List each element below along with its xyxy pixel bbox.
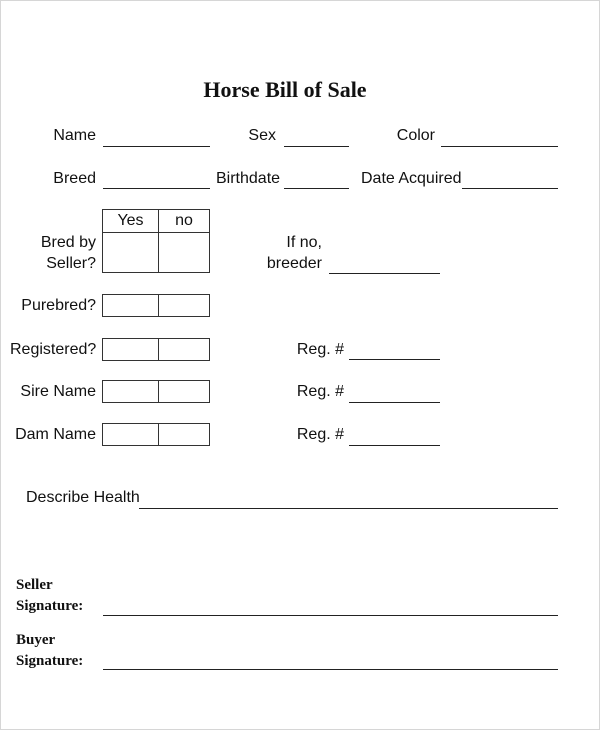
seller-line1: Seller xyxy=(16,577,53,593)
sex-field[interactable] xyxy=(284,146,349,147)
registered-yes-cell[interactable] xyxy=(103,339,158,360)
date-acquired-label: Date Acquired xyxy=(361,170,462,187)
registered-reg-field[interactable] xyxy=(349,359,440,360)
purebred-label: Purebred? xyxy=(21,297,96,314)
sire-cell-1[interactable] xyxy=(103,381,158,402)
name-field[interactable] xyxy=(103,146,210,147)
sire-name-label: Sire Name xyxy=(20,383,96,400)
color-label: Color xyxy=(396,127,435,144)
dam-name-label: Dam Name xyxy=(15,426,96,443)
breeder-field[interactable] xyxy=(329,273,440,274)
buyer-line2: Signature: xyxy=(16,653,84,669)
sire-reg-label: Reg. # xyxy=(296,383,344,400)
describe-health-field[interactable] xyxy=(139,508,558,509)
if-no-breeder-label xyxy=(250,232,322,274)
sire-reg-field[interactable] xyxy=(349,402,440,403)
registered-no-cell[interactable] xyxy=(159,339,209,360)
sire-cell-2[interactable] xyxy=(159,381,209,402)
dam-cell-1[interactable] xyxy=(103,424,158,445)
purebred-grid xyxy=(102,294,210,317)
bred-yes-cell[interactable] xyxy=(103,233,158,272)
buyer-line1: Buyer xyxy=(16,632,56,648)
bred-by-seller-label xyxy=(10,232,96,274)
seller-signature-field[interactable] xyxy=(103,615,558,616)
yes-column-header: Yes xyxy=(117,212,144,229)
dam-reg-field[interactable] xyxy=(349,445,440,446)
breed-label: Breed xyxy=(53,170,96,187)
no-column-header: no xyxy=(175,212,193,229)
form-title: Horse Bill of Sale xyxy=(203,77,367,102)
registered-reg-label: Reg. # xyxy=(296,341,344,358)
breed-field[interactable] xyxy=(103,188,210,189)
sex-label: Sex xyxy=(248,127,276,144)
purebred-yes-cell[interactable] xyxy=(103,295,158,316)
dam-grid xyxy=(102,423,210,446)
seller-line2: Signature: xyxy=(16,598,84,614)
buyer-signature-field[interactable] xyxy=(103,669,558,670)
describe-health-label: Describe Health xyxy=(26,489,140,506)
if-no-line2: breeder xyxy=(266,255,322,272)
birthdate-field[interactable] xyxy=(284,188,349,189)
dam-cell-2[interactable] xyxy=(159,424,209,445)
dam-reg-label: Reg. # xyxy=(296,426,344,443)
if-no-line1: If no, xyxy=(286,234,322,251)
purebred-no-cell[interactable] xyxy=(159,295,209,316)
birthdate-label: Birthdate xyxy=(216,170,281,187)
buyer-signature-label xyxy=(16,630,83,672)
registered-grid xyxy=(102,338,210,361)
sire-grid xyxy=(102,380,210,403)
bred-by-line1: Bred by xyxy=(40,234,96,251)
bred-by-line2: Seller? xyxy=(46,255,96,272)
registered-label: Registered? xyxy=(10,341,97,358)
seller-signature-label xyxy=(16,575,83,617)
bred-by-seller-grid xyxy=(102,209,210,273)
name-label: Name xyxy=(53,127,96,144)
date-acquired-field[interactable] xyxy=(462,188,558,189)
color-field[interactable] xyxy=(441,146,558,147)
bred-no-cell[interactable] xyxy=(159,233,209,272)
